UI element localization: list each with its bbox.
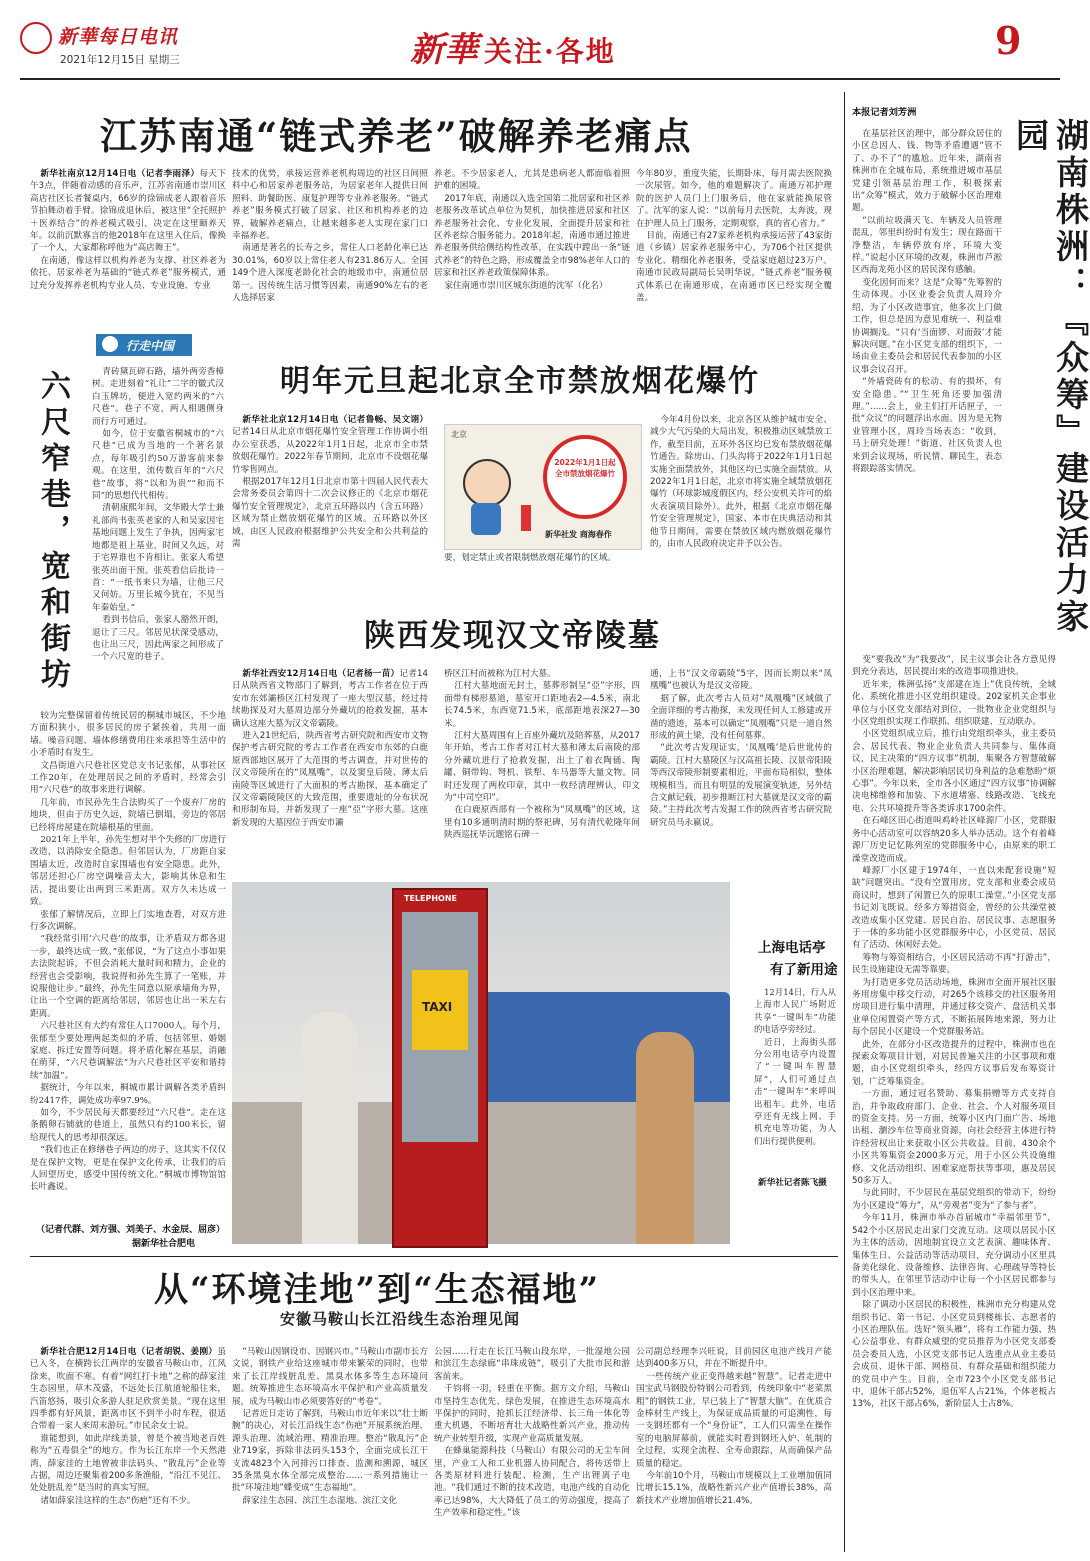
article5-headline: 从“环境洼地”到“生态福地” bbox=[154, 1270, 601, 1310]
article1-dateline: 新华社南京12月14日电（记者李雨泽） bbox=[40, 169, 200, 179]
article6-p2: “以前垃圾满天飞、车辆及人员管理混乱，邻里纠纷时有发生；现在路面干净整洁，车辆停放有序，环境大变样。”说起小区环境的改观，株洲市芦淞区西海龙苑小区的居民深有感触。 bbox=[852, 215, 1002, 276]
article5-col4-text3: 今年前10个月，马鞍山市规模以上工业增加值同比增长15.1%，战略性新兴产业产值增长38%，高新技术产业增加值增长21.4%。 bbox=[636, 1471, 832, 1506]
article4-p8: 2021年上半年，孙先生想对半个失修的厂房进行改造，以消除安全隐患。但邻居认为，厂房距自家围墙太近，改造时自家围墙也有安全隐患。此外，邻居还担心厂房空调噪音太大，影响其休息和生活，提出要让出两到三米距离。双方久未达成一致。 bbox=[30, 835, 226, 908]
article2-col1-text: 记者14日从北京市烟花爆竹安全管理工作协调小组办公室获悉，从2022年1月1日起，北京市全市禁放烟花爆竹。2022年春节期间，北京市不设烟花爆竹零售网点。 bbox=[232, 427, 428, 475]
issue-date: 2021年12月15日 星期三 bbox=[60, 54, 180, 66]
article4-source: 据新华社合肥电 bbox=[132, 1239, 196, 1249]
article6-p15: 今年11月，株洲市举办首届城市“幸福邻里节”，542个小区居民走出家门交流互动。这项以居民小区为主体的活动，因地制宜设立文艺表演、趣味体育、集体生日、公益活动等活动项目，充分调动小区里具备美化绿化、设备维修、法律咨询、心理疏导等特长的带头人，在邻里节活动中让每一个小区居民都参与到小区治理中来。 bbox=[852, 1213, 1056, 1298]
cartoon-figure bbox=[463, 459, 511, 507]
right-column-rule bbox=[844, 92, 845, 1552]
article3-col2-text4: 在白鹿原西部有一个被称为“凤凰嘴”的区域，这里有10多通明清时期的祭祀碑，另有清代乾隆年间陕西巡抚毕沅题铭石碑一 bbox=[444, 805, 640, 841]
article6-p11: 为打造更多党员活动场地，株洲市全面开展社区服务用房集中移交行动，对265个该移交的社区服务用房项目进行集中清理，并通过移交资产、盘活机关事业单位闲置资产等方式，不断拓展阵地来源，努力让每个居民小区建设一个党群服务站。 bbox=[852, 977, 1056, 1038]
article5-col3-text2: 千钧将一羽，轻重在平衡。据方文介绍，马鞍山市坚持生态优先、绿色发展，在推进生态环境高水平保护的同时，抢抓长江经济带、长三角一体化等重大机遇，不断培育壮大战略性新兴产业，推动传统产业转型升级，实现产业高质量发展。 bbox=[434, 1384, 630, 1444]
article6-p8: 在石峰区田心街道叫鸡岭社区峰源厂小区，党群服务中心活动室可以容纳20多人举办活动。这个有着峰源厂历史记忆陈列室的党群服务中心，由原来的职工澡堂改造而成。 bbox=[852, 816, 1056, 864]
badge-text: 行走中国 bbox=[126, 339, 175, 353]
phone-booth bbox=[392, 888, 488, 1248]
article1-col4-text2: 目前，南通已有27家养老机构承接运营了43家街道（乡镇）居家养老服务中心，为706个社区提供专业化、精细化养老服务，受益家庭超过23万户。南通市民政局副局长吴明华说，“链式养老”服务模式体系已在南通形成，在南通市区已经实现全覆盖。 bbox=[636, 231, 832, 304]
cartoon-body bbox=[471, 503, 501, 535]
article5-col3-text: 公园……行走在长江马鞍山段东岸，一批湿地公园和滨江生态绿廊“串珠成链”，吸引了大批市民和游客前来。 bbox=[434, 1347, 630, 1382]
article6-headline: 湖南株洲：『众筹』建设活力家园 bbox=[1011, 118, 1090, 636]
article3-col2-text2: 江村大墓地面无封土，墓葬形制呈“亞”字形，四面带有梯形墓道，墓室开口距地表2—4.5米，南北长74.5米，东西宽71.5米，底部距地表深27—30米。 bbox=[444, 681, 640, 729]
article4-p2: 如今，位于安徽省桐城市的“六尺巷”已成为当地的一个著名景点，每年吸引约50万游客前来参观。在这里，流传数百年的“六尺巷”故事，将“以和为贵”“和而不同”的思想代代相传。 bbox=[92, 429, 224, 502]
article4-p12: 据统计，今年以来，桐城市累计调解各类矛盾纠纷2417件，调处成功率97.9%。 bbox=[30, 1083, 226, 1106]
article6-p6: 近年来，株洲弘扬“支部建在连上”优良传统，全域化、系统化推进小区党组织建设。202家机关企事业单位与小区党支部结对到位，一批物业企业党组织与小区党组织实现工作联抓、组织联建、互动联办。 bbox=[852, 679, 1056, 728]
taxi-screen bbox=[412, 970, 468, 1050]
cartoon-city-label: 北京 bbox=[451, 430, 467, 439]
article3-col3-text3: “此次考古发现证实，‘凤凰嘴’是后世讹传的霸陵。江村大墓陵区与汉高祖长陵、汉景帝阳陵等西汉帝陵形制要素相近，平面布局相似，整体规模相当，而且有明显的发展演变轨迹，另外结合文献记载，初步推断江村大墓就是汉文帝的霸陵。”主持此次考古发掘工作的陕西省考古研究院研究员马永嬴说。 bbox=[650, 743, 832, 828]
article4-p4: 看到书信后，张家人豁然开朗，退让了三尺。邻居见状深受感动，也让出三尺，因此两家之间形成了一个六尺宽的巷子。 bbox=[92, 615, 224, 663]
article3-col3-text: 通，上书“汉文帝霸陵”5字，因而长期以来“凤凰嘴”也被认为是汉文帝陵。 bbox=[650, 669, 832, 692]
article4-body bbox=[30, 710, 226, 1220]
article1-col3-text3: 家住南通市崇川区城东街道的沈军（化名） bbox=[444, 280, 608, 291]
pedestrian-right bbox=[636, 1032, 694, 1244]
article6-p14: 与此同时，不少居民在基层党组织的带动下，纷纷为小区建设“筹力”，从“旁观者”变为“了参与者”。 bbox=[852, 1188, 1056, 1211]
article4-byline: （记者代群、刘方强、刘美子、水金辰、屈彦） bbox=[36, 1225, 226, 1235]
article5-subtitle: 安徽马鞍山长江沿线生态治理见闻 bbox=[280, 1310, 521, 1328]
walking-china-badge bbox=[96, 334, 192, 356]
cartoon-firework-icon bbox=[521, 505, 531, 531]
photo-caption-text2: 近日，上海街头部分公用电话亭内设置了“一键叫车智慧屏”，人们可通过点击“一键叫车”来呼叫出租车。此外，电话亭还有无线上网、手机充电等功能，为人们出行提供便利。 bbox=[754, 1036, 836, 1146]
photo-caption-text: 12月14日，行人从上海市人民广场附近共享“一键叫车”功能的电话亭旁经过。 bbox=[754, 987, 836, 1035]
walker-icon bbox=[102, 336, 118, 352]
article3-col2-text: 桥区江村而被称为江村大墓。 bbox=[444, 669, 556, 679]
page-number: 9 bbox=[995, 18, 1022, 63]
photo-caption-title-1: 上海电话亭 bbox=[758, 940, 826, 956]
article1-col4 bbox=[636, 168, 832, 318]
article1-col1 bbox=[30, 168, 226, 318]
article2-col3-text: 今年4月份以来，北京各区从维护城市安全、减少大气污染的大局出发，积极推动区域禁放工作，截至目前，五环外各区均已发布禁放烟花爆竹通告。除房山、门头沟将于2022年1月1日起实施全面禁放外，其他区均已实施全面禁放。从2022年1月1日起，北京市将实施全域禁放烟花爆竹（环球影城度假区内，经公安机关许可的焰火表演项目除外）。此外，根据《北京市烟花爆竹安全管理规定》，国家、本市在庆典活动和其他节日期间，需要在禁放区域内燃放烟花爆竹的，由市人民政府决定并予以公告。 bbox=[650, 415, 832, 550]
article3-headline: 陕西发现汉文帝陵墓 bbox=[364, 618, 661, 654]
cartoon-sign bbox=[543, 435, 627, 519]
article3-col2-text3: 江村大墓周围有上百座外藏坑及陪葬墓，从2017年开始，考古工作者对江村大墓和薄太后南陵的部分外藏坑进行了抢救发掘，出土了着衣陶俑、陶罐、铜带钩、弩机、铁犁、车马器等大量文物。同时还发现了两枚印章，其中一枚经清理辨认，印文为“中司空印”。 bbox=[444, 731, 640, 804]
article6-body bbox=[852, 654, 1056, 1552]
article2-col2-text: 要，划定禁止或者限制燃放烟花爆竹的区域。 bbox=[444, 553, 616, 563]
article1-headline: 江苏南通“链式养老”破解养老痛点 bbox=[100, 114, 693, 158]
article5-col4 bbox=[636, 1346, 832, 1546]
article6-p1: 在基层社区治理中，部分群众居住的小区总因人、钱、物等矛盾遭遇“管不了、办不了”的尴尬。近年来，湖南省株洲市在全城布局，系统推进城市基层党建引领基层治理工作，积极探索出“众筹”模式，效力于破解小区治理难题。 bbox=[852, 129, 1002, 214]
article2-col1-text2: 根据2017年12月1日北京市第十四届人民代表大会常务委员会第四十二次会议修正的《北京市烟花爆竹安全管理规定》，北京五环路以内（含五环路）区域为禁止燃放烟花爆竹的区域。五环路以外区域，由区人民政府根据维护公共安全和公共利益的需 bbox=[232, 477, 428, 550]
article4-p7: 几年前，市民孙先生合法购买了一个废弃厂房的地块，但由于历史久远，院墙已倒塌，旁边的邻居已经将房屋建在院墙根基的里面。 bbox=[30, 797, 226, 833]
article2-cartoon bbox=[444, 424, 642, 550]
cartoon-sign-text: 2022年1月1日起 全市禁放烟花爆竹 bbox=[554, 458, 616, 478]
article1-col3 bbox=[434, 168, 630, 318]
article3-col3 bbox=[650, 668, 832, 868]
article5-col1-text2: 谁能想到，如此岸线美景，曾是个被当地老百姓称为“五毒俱全”的地方。作为长江东岸一个天然港湾，薛家洼的土地曾被非法码头、“散乱污”企业等占据，周边还聚集着200多条渔船，“沿江不见江、处处脏乱差”是当时的真实写照。 bbox=[30, 1433, 226, 1494]
photo-caption-title-2: 有了新用途 bbox=[770, 962, 838, 978]
article3-col1-text: 记者14日从陕西省文物部门了解到，考古工作者在位于西安市东郊灞桥区江村发现了一座大型汉墓，经过持续勘探及对大墓周边部分外藏坑的抢救发掘，基本确认这座大墓为汉文帝霸陵。 bbox=[232, 669, 428, 729]
article6-p10: 筹物与筹资相结合，小区居民活动不再“打游击”，民生设施建设无需等靠要。 bbox=[852, 952, 1056, 976]
article3-col3-text2: 据了解，此次考古人员对“凤凰嘴”区域做了全面详细的考古勘探，未发现任何人工修建或开凿的遗迹，基本可以确定“凤凰嘴”只是一道自然形成的黄土梁，没有任何墓葬。 bbox=[650, 693, 832, 742]
cartoon-credit: 新华社发 商海春作 bbox=[545, 530, 612, 539]
article1-col2-text: 技术的优势，承接运营养老机构周边的社区日间照料中心和居家养老服务站，为居家老年人提供日间照料、助餐助医、康复护理等专业养老服务。“链式养老”服务模式打破了居家、社区和机构养老的边界，破解养老痛点，让越来越多老人实现在家门口幸福养老。 bbox=[232, 169, 428, 242]
article5-col4-text2: 一些传统产业正变得越来越“智慧”。记者走进中国宝武马钢股份特钢公司看到，传统印象中“老菜黑粗”的钢铁工业，早已装上了“智慧大脑”。在优质合金棒材生产线上，为保证成品质量的可追溯性，每一支钢坯都有一个“身份证”，工人们只需坐在操作室的电脑屏幕前，就能实时看到钢坯入炉、轧制的全过程，实现全流程、全寿命跟踪，从而确保产品质量的稳定。 bbox=[636, 1371, 832, 1469]
masthead-rule bbox=[20, 78, 1060, 80]
article1-col1-text2: 在南通，像这样以机构养老为支撑、社区养老为依托、居家养老为基础的“链式养老”服务模式，通过充分发挥养老机构专业人员、专业设施、专业 bbox=[30, 255, 226, 291]
left-seal-icon bbox=[20, 22, 52, 54]
photo-caption bbox=[754, 986, 836, 1184]
article6-p5: 变“要我改”为“我要改”，民主议事会让各方意见得到充分表达，居民提出来的改造事项推进快。 bbox=[852, 655, 1056, 678]
article4-intro bbox=[92, 366, 224, 706]
article5-col2-text2: 记者近日走访了解到，马鞍山市近年来以“壮士断腕”的决心，对长江沿线生态“伤疤”开展系统治理、源头治理、流域治理、精准治理。整治“散乱污”企业719家，拆除非法码头153个，全面完成长江干支流4823个入河排污口排查、监测和溯源，城区35条黑臭水体全部完成整治……一系列措施让一批“环境洼地”蝶变成“生态福地”。 bbox=[232, 1409, 428, 1494]
article2-headline: 明年元旦起北京全市禁放烟花爆竹 bbox=[280, 364, 760, 399]
article5-col2 bbox=[232, 1346, 428, 1546]
article5-col3 bbox=[434, 1346, 630, 1546]
article5-dateline: 新华社合肥12月14日电（记者胡锐、姜刚） bbox=[40, 1347, 218, 1357]
article4-p9: 张郁了解情况后，立即上门实地查看，对双方进行多次调解。 bbox=[30, 909, 226, 932]
article6-p16: 除了调动小区居民的积极性，株洲市充分构建从党组织书记、第一书记、小区党员到楼栋长、志愿者的小区治理队伍。选好“领头雁”，将有工作能力强、热心公益事业、有群众威望的党员推荐为小区党支部委员会委员人选，小区党支部书记人选重点从业主委员会成员、退休干部、网格员、有群众基础和组织能力的党员中产生。目前，全市723个小区党支部书记中，退休干部占52%，退伍军人占21%，个体老板占13%，社区干部占6%，新阶层人士占8%。 bbox=[852, 1300, 1056, 1410]
article6-top bbox=[852, 128, 1002, 648]
article4-p14: “我们也正在修缮巷子两边的房子，这其实不仅仅是在保护文物，更是在保护文化传承，让我们的后人回望历史，感受中国传统文化。”桐城市博物馆馆长叶鑫说。 bbox=[30, 1145, 226, 1193]
article3-col2 bbox=[444, 668, 640, 868]
article1-col1-text: 每天下午3点，伴随着动感的音乐声，江苏省南通市崇川区高店社区长者餐桌内，66岁的徐锦成老人跟着音乐节拍舞动着手臂。徐锦成退休后，被这里“全托照护＋医养结合”的养老模式吸引，决定在这里颐养天年。以前沉默寡言的他2018年在这里入住后，像换了一个人，大家都称呼他为“高店舞王”。 bbox=[30, 169, 226, 254]
article6-p7: 小区党组织成立后，推行由党组织牵头，业主委员会、居民代表、物业企业负责人共同参与、集体商议，民主决策的“四方议事”机制，集聚各方智慧破解小区治理难题，解决影响居民切身利益的急难愁盼“烦心事”。今年以来，全市各小区通过“四方议事”协调解决电梯维修和加装、下水道堵塞、线路改造、飞线充电、公共环境提升等各类诉求1700余件。 bbox=[852, 729, 1056, 814]
article4-p6: 文昌街道六尺巷社区党总支书记张郁，从事社区工作20年，在处理居民之间的矛盾时，经常会引用“六尺巷”的故事来进行调解。 bbox=[30, 760, 226, 796]
article4-p3: 清朝康熙年间，文华殿大学士兼礼部尚书张英老家的人和吴家因宅基地问题上发生了争执，因两家宅地都是祖上基业，时间又久远，对于宅界谁也不肯相让。张家人希望张英出面干预。张英看信后批诗一首：“一纸书来只为墙，让他三尺又何妨。万里长城今犹在，不见当年秦始皇。” bbox=[92, 503, 224, 613]
brand-logo: 新華每日电讯 bbox=[58, 26, 179, 48]
article5-top-rule bbox=[30, 1256, 838, 1257]
article1-col2-text2: 南通是著名的长寿之乡，常住人口老龄化率已达30.01%，60岁以上常住老人有231.86万人。全国149个进入深度老龄化社会的地级市中，南通位居第一。因传统生活习惯等因素，南通90%左右的老人选择居家 bbox=[232, 243, 428, 304]
taxi-sign: TAXI bbox=[422, 1000, 453, 1014]
article5-col1-text3: 诸如薛家洼这样的生态“伤疤”还有不少。 bbox=[40, 1495, 196, 1506]
article1-col3-text2: 2017年底，南通以入选全国第二批居家和社区养老服务改革试点单位为契机，加快推进居家和社区养老服务社会化、专业化发展，全面提升居家和社区养老综合服务能力。2018年起，南通市通过推进养老服务供给侧结构性改革，在实践中蹚出一条“链式养老”的特色之路，形成覆盖全市98%老年人口的居家和社区养老政策保障体系。 bbox=[434, 193, 630, 279]
section-title: 关注·各地 bbox=[484, 35, 616, 68]
article2-col1 bbox=[232, 414, 428, 580]
photo-credit: 新华社记者陈飞摄 bbox=[758, 1178, 827, 1188]
article3-col1 bbox=[232, 668, 428, 868]
article5-col2-text: “马鞍山因钢设市、因钢兴市。”马鞍山市副市长方文说，钢铁产业给这座城市带来繁荣的同时，也带来了长江岸线脏乱差、黑臭水体多等生态环境问题。统筹推进生态环境高水平保护和产业高质量发展，成为马鞍山市必须要答好的“考卷”。 bbox=[232, 1347, 428, 1407]
booth-sign: TELEPHONE bbox=[404, 894, 458, 903]
article1-col3-text: 养老。不少居家老人，尤其是患病老人都面临着照护难的困境。 bbox=[434, 169, 630, 192]
article6-p3: 变化因何而来？这是“众筹”先筹智的生动体现。小区业委会负责人周玲介绍，为了小区改造事宜，他多次上门做工作，但总是因为意见难统一、利益难协调搁浅。“只有‘当面锣、对面鼓’才能解决问题。”在小区党支部的组织下，一场由业主委员会和居民代表参加的小区议事会议召开。 bbox=[852, 277, 1002, 375]
article6-p12: 此外，在部分小区改造提升的过程中，株洲市也在探索众筹项目计划，对居民普遍关注的小区事项和难题，由小区党组织牵头，经四方议事后发布筹资计划，广泛筹集资金。 bbox=[852, 1039, 1056, 1087]
article5-col3-text3: 在蜂巢能源科技（马鞍山）有限公司的无尘车间里，产业工人和工业机器人协同配合，将传送带上各类原材料进行装配、检测，生产出锂离子电池。“我们通过不断的技术改造，电池产线的自动化率已达98%，大大降低了员工的劳动强度，提高了生产效率和稳定性。”该 bbox=[434, 1446, 630, 1519]
center-brand-logo: 新華 bbox=[410, 30, 478, 70]
article3-dateline: 新华社西安12月14日电（记者杨一苗） bbox=[242, 669, 400, 679]
article2-col3 bbox=[650, 414, 832, 580]
article4-headline: 六尺窄巷，宽和街坊 bbox=[35, 370, 70, 694]
pedestrian-left bbox=[302, 1012, 358, 1244]
article5-col1 bbox=[30, 1346, 226, 1546]
article6-p13: 一方面，通过冠名赞助、募集捐赠等方式支持自治，并争取政府部门、企业、社会、个人对服务项目的资金支持。另一方面，统筹小区内门面广告、场地出租、瀏沙车位等商业资源，向社会经营主体进行特许经营权出让来获取小区公共收益。目前，430余个小区共筹集资金2000多万元，用于小区公共设施维修、文化活动组织、困难家庭帮扶等事项，惠及居民50多万人。 bbox=[852, 1089, 1056, 1187]
article6-byline: 本报记者刘芳洲 bbox=[852, 107, 917, 118]
article5-col4-text: 公司副总经理李兴旺说，目前园区电池产线月产能达到400多万只，并在不断提升中。 bbox=[636, 1347, 832, 1370]
article4-p1: 青砖黛瓦碎石路，墙外两旁香樟树。走进刻着“礼让”二字的徽式汉白玉牌坊，便进入宽约两米的“六尺巷”。巷子不宽，两人相遇侧身而行方可通过。 bbox=[92, 367, 224, 427]
article1-col2 bbox=[232, 168, 428, 318]
article2-col2 bbox=[444, 552, 640, 582]
article6-p4: “外墙瓷砖有的松动、有的损坏，有安全隐患。”“卫生死角还要加强清理。”……会上，业主们打开话匣子，一批“众议”的问题浮出水面。因为是无物业管理小区，周玲当场表态：“收到，马上研究处理！”街道、社区负责人也来到会议现场，听民情、聊民生，表态将跟踪落实情况。 bbox=[852, 377, 1002, 474]
article4-p5: 较为完整保留着传统民居的桐城市城区，不少地方面积狭小，很多居民的房子紧挨着，共用一面墙。噪音问题、墙体修缮费用往来承担等生活中的小矛盾时有发生。 bbox=[30, 711, 226, 759]
article3-col1-text2: 进入21世纪后，陕西省考古研究院和西安市文物保护考古研究院的考古工作者在西安市东郊的白鹿原西部地区展开了大范围的考古调查，并对世传的汉文帝陵所在的“凤凰嘴”，以及窦皇后陵、薄太后南陵等区域进行了大面积的考古勘探，基本确定了汉文帝霸陵陵区的大致范围，重要遗址的分布状况和形制布局，并新发现了一座“亞”字形大墓。这座新发现的大墓因位于西安市灞 bbox=[232, 731, 428, 828]
article2-dateline: 新华社北京12月14日电（记者鲁畅、吴文诩） bbox=[242, 415, 428, 425]
article6-p9: 峰源厂小区建于1974年，一直以来配套设施“短缺”问题突出。“没有空置用房，党支部和业委会成员商议时，想到了闲置已久的原职工澡堂。”小区党支部书记刘飞既说。经多方筹措资金，曾经的公共澡堂被改造成集小区党建、居民自治、居民议事、志愿服务于一体的多功能小区党群服务中心，小区党员、居民有了活动、休闲好去处。 bbox=[852, 865, 1056, 951]
article4-p13: 如今，不少居民每天都要经过“六尺巷”。走在这条鹅卵石铺就的巷道上，虽然只有约100米长，留给现代人的思考却很深远。 bbox=[30, 1108, 226, 1143]
phone-booth-photo bbox=[232, 882, 730, 1244]
masthead bbox=[0, 0, 1080, 80]
article1-col4-text: 今年80岁，重度失能，长期卧床，每月需去医院换一次尿管。如今，他的难题解决了。南通万祁护理院的医护人员门上门服务后，他在家就能换尿管了。沈军的家人说：“以前每月去医院，太奔波，现在护理人员上门服务，定期观察，真的省心省力。” bbox=[636, 169, 832, 229]
article5-col1-text: 虽已入冬，在横跨长江两岸的安徽省马鞍山市，江风徐来，吹面不寒。有着“网红打卡地”之称的薛家洼生态园里，草木茂盛，不远处长江航道轮船往来，汽笛悠扬，吸引众多游人驻足欣赏美景。“现在这里四季都有好风景，距离市区不到半小时车程，很适合带着一家人来周末游玩。”市民余女士说。 bbox=[30, 1347, 226, 1432]
article4-p10: “我经常引用‘六尺巷’的故事，让矛盾双方都各退一步，最终达成一致。”张郁说，“为了这点小事如果去法院起诉，不但会消耗大量时间和精力，企业的经营也会受影响，我说得和孙先生算了一笔账，并说服他让步。”最终，孙先生同意以原承墙角为界，让出一个空调的距离给邻居，邻居也让出一米左右距离。 bbox=[30, 934, 226, 1019]
article4-p11: 六尺巷社区有大约有常住人口7000人。每个月，张郁至少要处理两起类似的矛盾，包括邻里、婚姻家庭、拆迁安置等问题。将矛盾化解在基层，消融在萌芽，“六尺巷调解法”为六尺巷社区平安和谐持续“加温”。 bbox=[30, 1021, 226, 1081]
article5-col2-text3: 薛家洼生态园、滨江生态湿地、滨江文化 bbox=[242, 1495, 398, 1506]
